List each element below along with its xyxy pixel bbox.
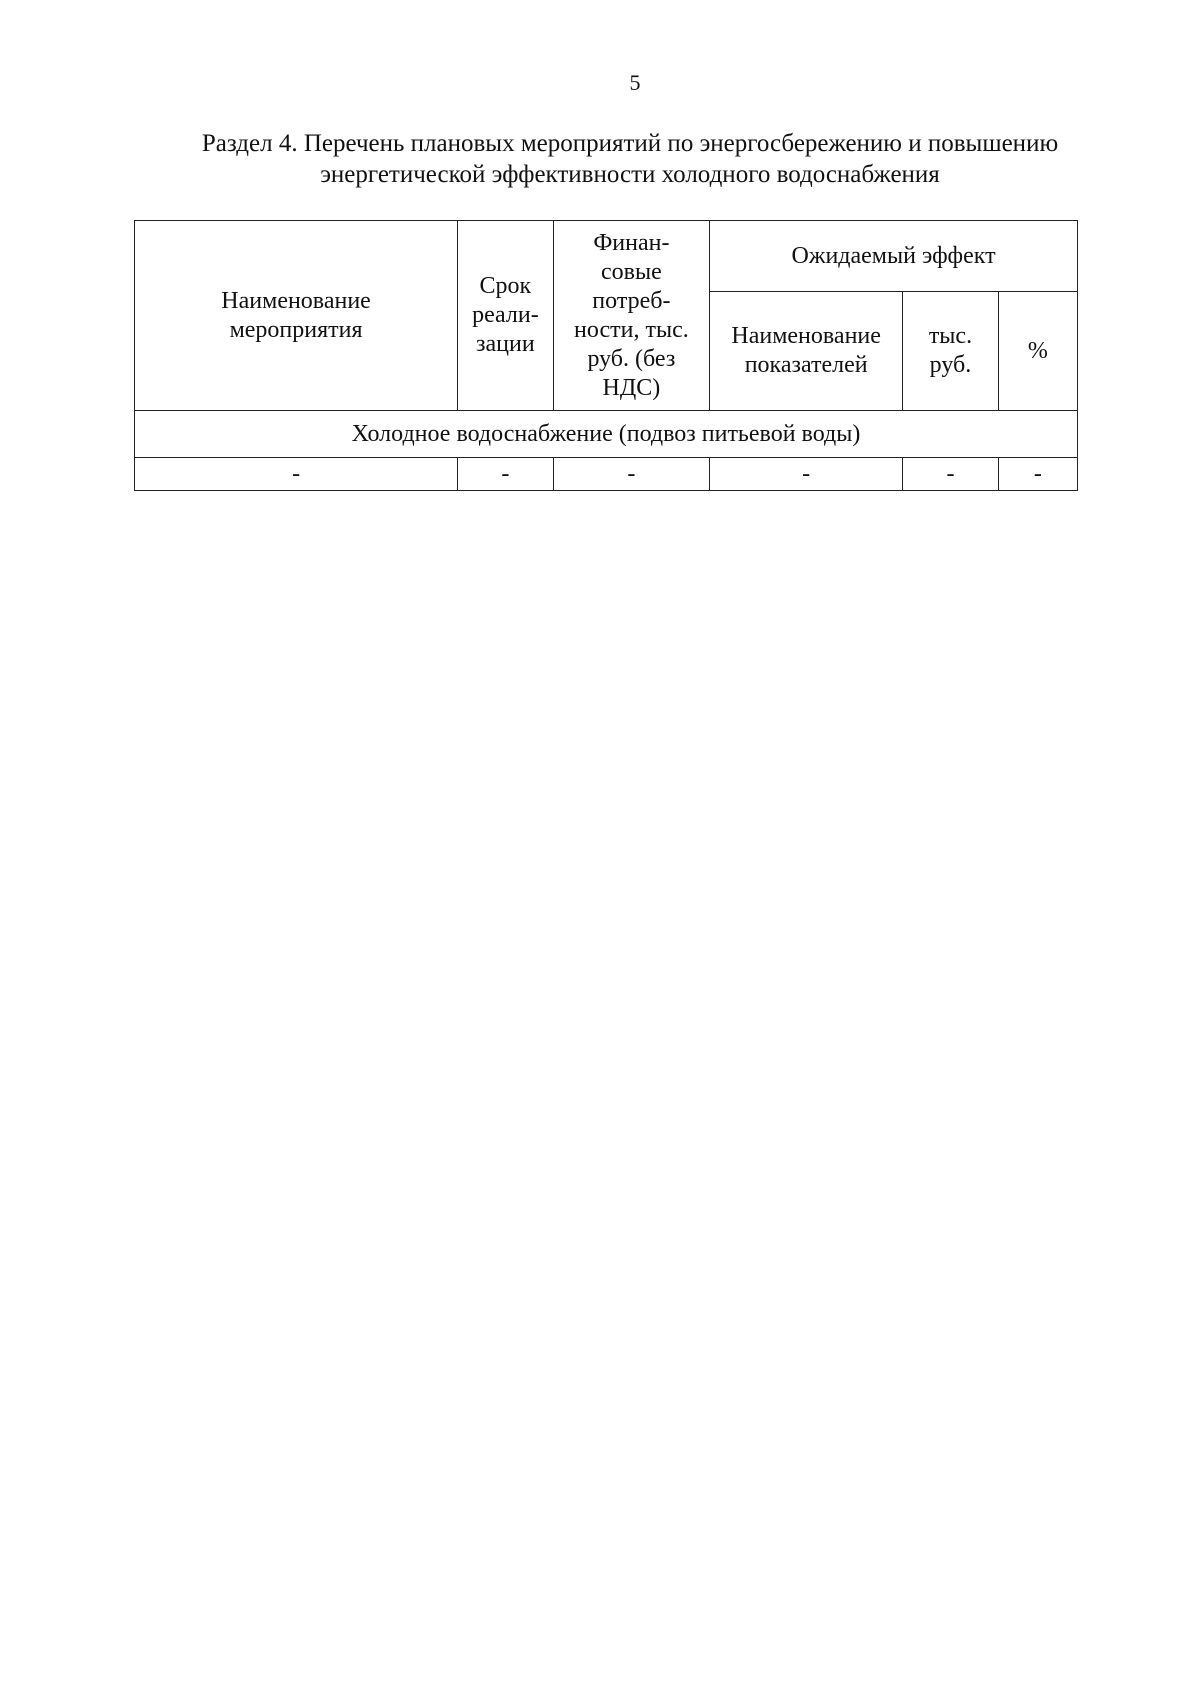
header-expected-effect: Ожидаемый эффект — [710, 221, 1078, 292]
table-cell: - — [553, 458, 709, 491]
section-row — [135, 411, 1078, 458]
header-financial-needs: Финан- совые потреб- ности, тыс. руб. (без НДС) — [553, 221, 709, 411]
table-cell: - — [458, 458, 554, 491]
page-number: 5 — [629, 70, 641, 95]
table-cell: - — [998, 458, 1077, 491]
header-thousand-rub: тыс. руб. — [903, 292, 999, 411]
table-cell: - — [135, 458, 458, 491]
header-percent: % — [998, 292, 1077, 411]
section-title — [120, 128, 1140, 190]
table-row — [135, 458, 1078, 491]
section-title-line-1: Раздел 4. Перечень плановых мероприятий по энергосбережению и повышению — [201, 130, 1059, 157]
header-implementation-term: Срок реали- зации — [458, 221, 554, 411]
header-indicator-name: Наименование показателей — [710, 292, 903, 411]
section-title-line-2: энергетической эффективности холодного водоснабжения — [320, 161, 940, 188]
table-cell: - — [710, 458, 903, 491]
header-measure-name: Наименование мероприятия — [135, 221, 458, 411]
section-row-label: Холодное водоснабжение (подвоз питьевой воды) — [135, 411, 1078, 458]
measures-table — [134, 220, 1078, 491]
table-cell: - — [903, 458, 999, 491]
